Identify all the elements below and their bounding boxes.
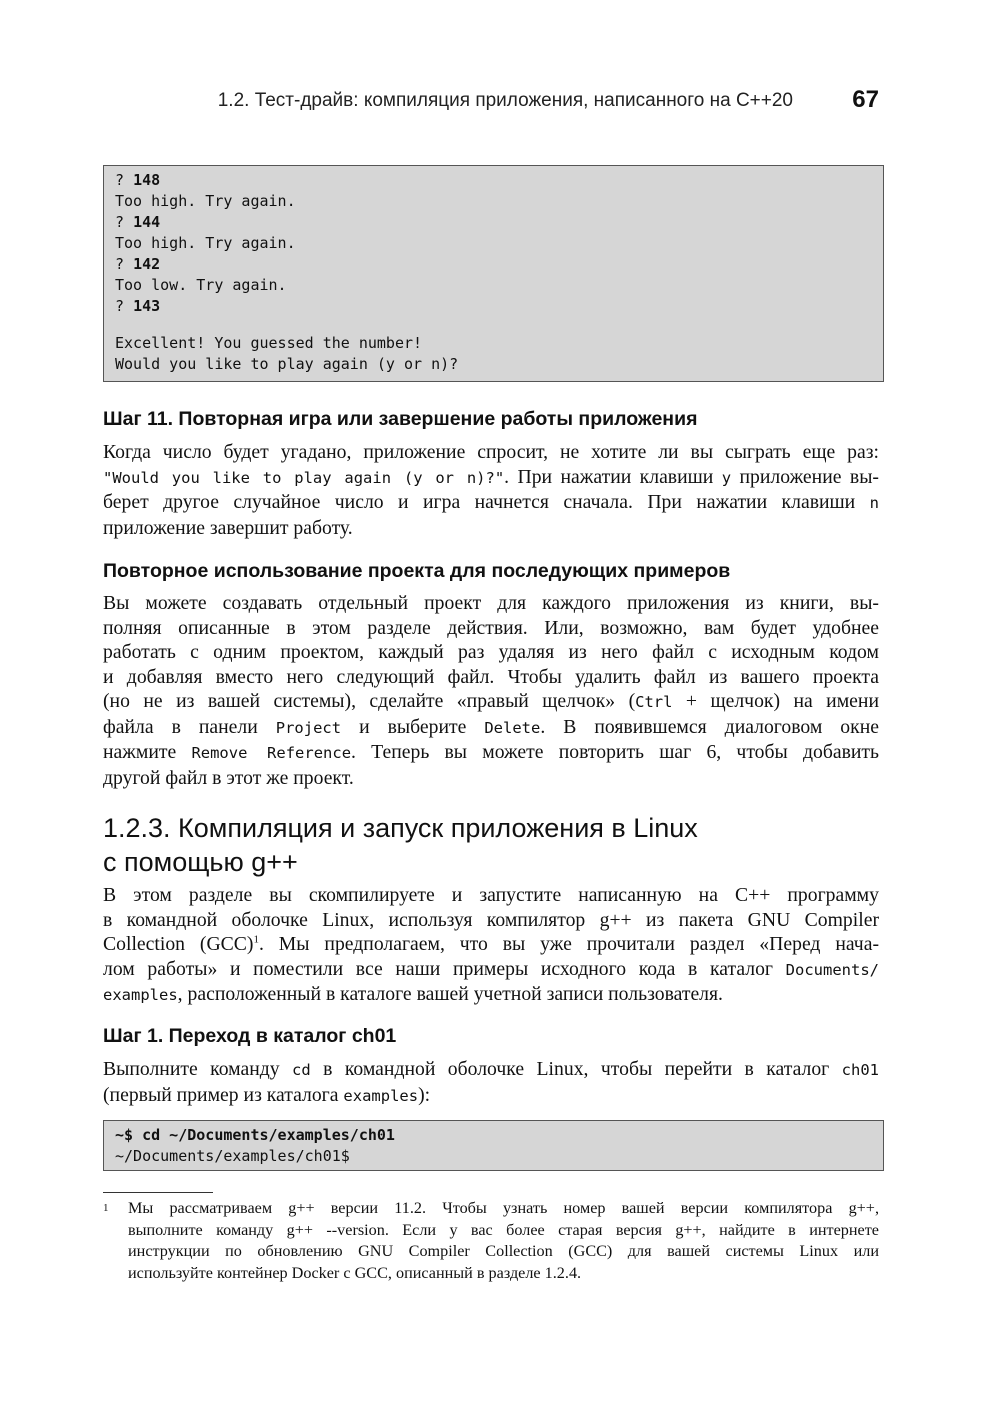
- running-header: [103, 86, 879, 118]
- footnote-mark: 1: [103, 1202, 109, 1214]
- page-number: 67: [852, 86, 879, 113]
- section-intro-paragraph: В этом разделе вы скомпилируете и запустите написанную на C++ программу в командной оболочке Linux, используя компилятор g++ из пакета GNU Compiler Collection (GCC)$^1$. Мы предполагаем, что вы уже прочитали раздел «Перед нача- лом работы» и поместили все наши примеры исходного кода в каталог Documents/ examples, расположенный в каталоге вашей учетной записи пользователя.: [103, 884, 879, 1005]
- footnote: 1 Мы рассматриваем g++ версии 11.2. Чтобы узнать номер вашей версии компилятора g++, выполните команду g++ --version. Если у вас более старая версия g++, найдите в интернете инструкции по обновлению GNU Compiler Collection (GCC) для вашей системы Linux или используйте контейнер Docker с GCC, описанный в разделе 1.2.4.: [103, 1199, 879, 1282]
- reuse-project-paragraph: Вы можете создавать отдельный проект для каждого приложения из книги, вы- полняя описанные в этом разделе действия. Или, возможно, вам будет удобнее работать с одним проектом, каждый раз удаляя из него файл с исходным кодом и добавляя вместо него следующий файл. Чтобы удалить файл из вашего проекта (но не из вашей системы), сделайте «правый щелчок» (Ctrl + щелчок) на имени файла в панели Project и выберите Delete. В появившемся диалоговом окне нажмите Remove Reference. Теперь вы можете повторить шаг 6, чтобы добавить другой файл в этот же проект.: [103, 592, 879, 789]
- code-line: ? 144: [115, 213, 161, 231]
- code-line: ~$ cd ~/Documents/examples/ch01: [115, 1126, 395, 1144]
- code-line: Excellent! You guessed the number!: [115, 334, 423, 352]
- step-1-paragraph: Выполните команду cd в командной оболочке Linux, чтобы перейти в каталог ch01 (первый пример из каталога examples):: [103, 1058, 879, 1106]
- code-line: ~/Documents/examples/ch01$: [115, 1147, 350, 1165]
- step-1-heading: Шаг 1. Переход в каталог ch01: [103, 1025, 397, 1047]
- step-11-heading: Шаг 11. Повторная игра или завершение работы приложения: [103, 408, 698, 430]
- running-header-title: 1.2. Тест-драйв: компиляция приложения, написанного на C++20: [217, 90, 793, 111]
- footnote-divider: [103, 1192, 213, 1193]
- footnote-reference: 1: [253, 933, 259, 946]
- reuse-project-heading: Повторное использование проекта для последующих примеров: [103, 560, 731, 582]
- code-line: Too high. Try again.: [115, 234, 296, 252]
- code-line: Too low. Try again.: [115, 276, 287, 294]
- section-heading: 1.2.3. Компиляция и запуск приложения в Linux с помощью g++: [103, 813, 698, 877]
- code-line: ? 143: [115, 297, 161, 315]
- code-line: Would you like to play again (y or n)?: [115, 355, 459, 373]
- code-line: ? 148: [115, 171, 161, 189]
- terminal-command-block: [103, 1120, 884, 1171]
- code-line: Too high. Try again.: [115, 192, 296, 210]
- code-line: ? 142: [115, 255, 161, 273]
- console-output-block: [103, 165, 884, 382]
- step-11-paragraph: Когда число будет угадано, приложение спросит, не хотите ли вы сыграть еще раз: "Would you like to play again (y or n)?". При нажатии клавиши y приложение вы- берет другое случайное число и игра начнется сначала. При нажатии клавиши n приложение завершит работу.: [103, 441, 879, 539]
